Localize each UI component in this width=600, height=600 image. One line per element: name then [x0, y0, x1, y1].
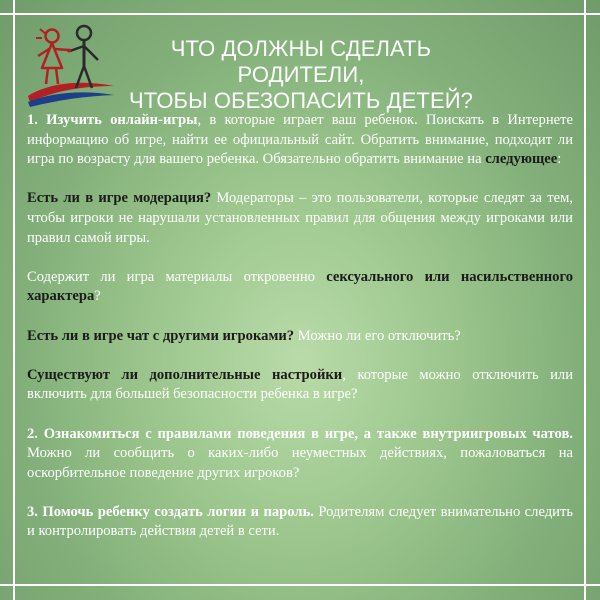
frame-bottom-line — [0, 584, 600, 586]
paragraph-4-text: Можно ли его отключить? — [294, 327, 461, 344]
paragraph-4-heading: Есть ли в игре чат с другими игроками? — [27, 327, 295, 344]
paragraph-7-heading: 3. Помочь ребенку создать логин и пароль. — [27, 503, 314, 520]
paragraph-2-heading: Есть ли в игре модерация? — [27, 190, 212, 207]
logo-boy-head — [77, 26, 91, 40]
frame-right-line — [584, 0, 586, 600]
paragraph-login — [27, 503, 573, 542]
paragraph-1-text: , в которые играет ваш ребенок. Поискать в Интернете информацию об игре, найти ее официальный сайт. Обратить внимание, подходит ли игра по возрасту для вашего ребенка. Обязательно обратить внимание на — [27, 112, 573, 168]
frame-left-line — [13, 0, 15, 600]
paragraph-6-text: Можно ли сообщить о каких-либо неуместных действиях, пожаловаться на оскорбительное поведение других игроков? — [27, 445, 573, 481]
paragraph-3-text: Содержит ли игра материалы откровенно — [27, 268, 327, 285]
title-line-1: ЧТО ДОЛЖНЫ СДЕЛАТЬ РОДИТЕЛИ, — [170, 36, 432, 87]
family-logo-icon — [22, 16, 118, 108]
main-text — [27, 111, 573, 542]
paragraph-rules — [27, 425, 573, 484]
paragraph-5-heading: Существуют ли дополнительные настройки — [27, 366, 343, 383]
title-line-2: ЧТОБЫ ОБЕЗОПАСИТЬ ДЕТЕЙ? — [129, 88, 473, 113]
paragraph-2-text: Модераторы – это пользователи, которые следят за тем, чтобы игроки не нарушали установленных правил для общения между игроками или правил самой игры. — [27, 190, 573, 246]
paragraph-1-emphasis: следующее — [485, 151, 558, 168]
logo-girl-head — [46, 30, 59, 43]
paragraph-6-heading: 2. Ознакомиться с правилами поведения в игре, а также внутриигровых чатов. — [27, 425, 573, 442]
paragraph-3-end: ? — [94, 288, 101, 305]
paragraph-3-emphasis: сексуального или насильственного характера — [27, 268, 574, 305]
paragraph-7-text: Родителям следует внимательно следить и контролировать действия детей в сети. — [27, 503, 573, 540]
paragraph-1-end: : — [557, 151, 562, 168]
logo-girl-dress — [42, 43, 62, 68]
frame-top-line — [0, 13, 600, 15]
paragraph-settings — [27, 366, 573, 405]
paragraph-study-games — [27, 111, 573, 170]
paragraph-5-text: , которые можно отключить или включить для большей безопасности ребенка в игре? — [27, 366, 574, 403]
paragraph-content-rating — [27, 268, 573, 307]
paragraph-1-heading: 1. Изучить онлайн-игры — [27, 112, 198, 128]
page-title — [118, 36, 484, 114]
paragraph-moderation — [27, 189, 573, 248]
paragraph-chat — [27, 327, 573, 347]
